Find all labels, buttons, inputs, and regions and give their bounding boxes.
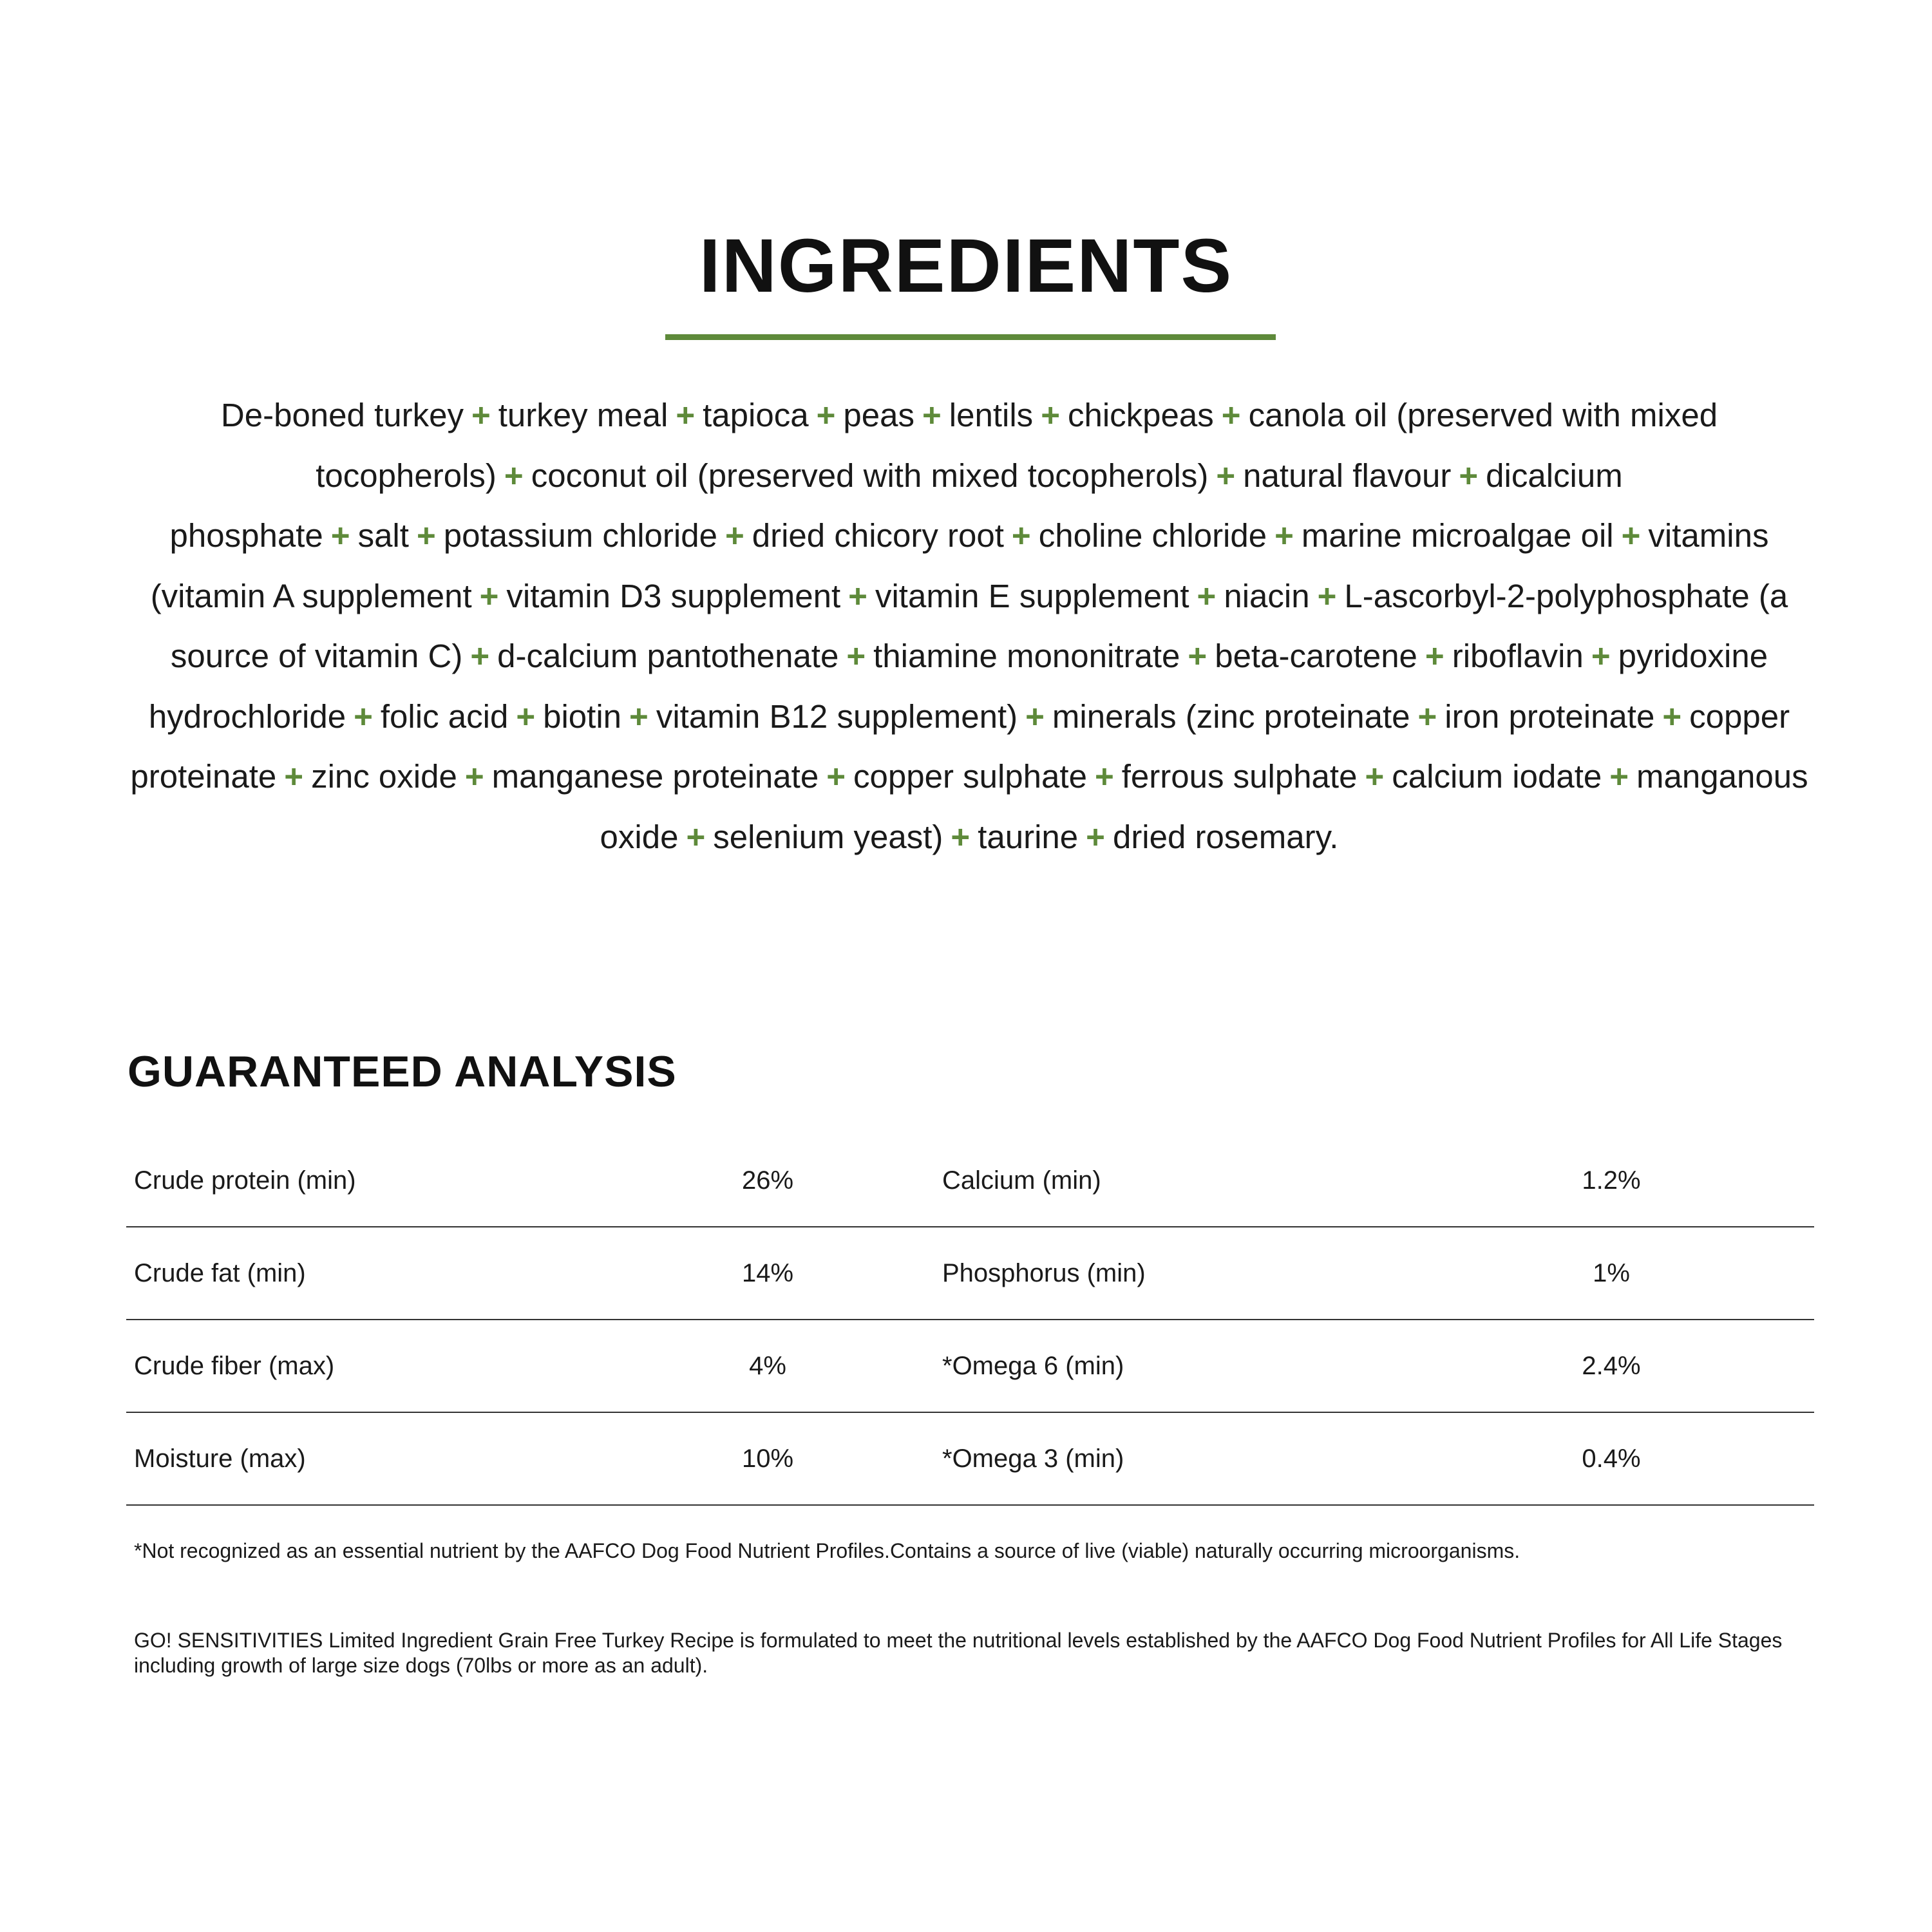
plus-separator: +	[1197, 577, 1217, 614]
ingredient-item: potassium chloride	[443, 517, 717, 554]
plus-separator: +	[922, 397, 942, 433]
ingredient-item: choline chloride	[1038, 517, 1267, 554]
plus-separator: +	[516, 697, 536, 735]
nutrient-label: Phosphorus (min)	[942, 1259, 1146, 1287]
ingredient-item: vitamins (vitamin A supplement	[150, 517, 1769, 614]
nutrient-label: *Omega 3 (min)	[942, 1444, 1124, 1473]
ingredient-item: dried rosemary.	[1112, 818, 1339, 855]
ingredient-item: d-calcium pantothenate	[497, 638, 839, 674]
ingredient-item: biotin	[543, 697, 622, 735]
ingredient-item: niacin	[1224, 577, 1310, 614]
plus-separator: +	[1025, 697, 1045, 735]
nutrient-label: Crude fiber (max)	[134, 1352, 335, 1380]
plus-separator: +	[284, 758, 304, 795]
ingredient-item: taurine	[978, 818, 1079, 855]
plus-separator: +	[1274, 517, 1294, 554]
plus-separator: +	[354, 697, 373, 735]
aafco-statement: GO! SENSITIVITIES Limited Ingredient Grain Free Turkey Recipe is formulated to meet the nutritional levels established by the AAFCO Dog Food Nutrient Profiles for All Life Stages including growth of large size dogs (70lbs or more as an adult).	[134, 1629, 1783, 1677]
plus-separator: +	[1216, 457, 1236, 494]
plus-separator: +	[1188, 638, 1208, 674]
ingredient-item: De-boned turkey	[220, 397, 464, 433]
ingredient-item: selenium yeast)	[713, 818, 943, 855]
analysis-table	[126, 1135, 1814, 1506]
plus-separator: +	[1221, 397, 1241, 433]
ingredient-item: vitamin B12 supplement)	[656, 697, 1018, 735]
plus-separator: +	[686, 818, 706, 855]
nutrient-label: Calcium (min)	[942, 1166, 1101, 1195]
ingredient-item: vitamin D3 supplement	[506, 577, 841, 614]
ingredient-item: lentils	[949, 397, 1034, 433]
ingredient-item: canola oil (preserved with mixed tocopherols)	[316, 397, 1718, 494]
nutrient-value: 14%	[741, 1259, 794, 1287]
plus-separator: +	[330, 517, 350, 554]
plus-separator: +	[1086, 818, 1105, 855]
ingredient-item: dried chicory root	[752, 517, 1004, 554]
ingredient-item: peas	[843, 397, 914, 433]
plus-separator: +	[1365, 758, 1385, 795]
nutrient-label: Crude fat (min)	[134, 1259, 306, 1287]
ingredients-title: INGREDIENTS	[699, 223, 1233, 308]
plus-separator: +	[1425, 638, 1444, 674]
plus-separator: +	[416, 517, 436, 554]
ingredient-item: dicalcium phosphate	[169, 457, 1623, 554]
nutrient-value: 4%	[749, 1352, 786, 1380]
ingredient-item: thiamine mononitrate	[873, 638, 1180, 674]
plus-separator: +	[1011, 517, 1031, 554]
ingredient-item: riboflavin	[1452, 638, 1584, 674]
plus-separator: +	[816, 397, 836, 433]
plus-separator: +	[676, 397, 696, 433]
ingredient-item: pyridoxine hydrochloride	[148, 638, 1768, 735]
plus-separator: +	[826, 758, 846, 795]
table-row	[126, 1320, 1814, 1413]
plus-separator: +	[1317, 577, 1337, 614]
plus-separator: +	[1621, 517, 1641, 554]
ingredient-item: coconut oil (preserved with mixed tocopherols)	[531, 457, 1209, 494]
ingredient-item: L-ascorbyl-2-polyphosphate (a source of vitamin C)	[170, 577, 1788, 674]
nutrient-value: 10%	[741, 1444, 794, 1473]
ingredient-item: manganous oxide	[600, 758, 1808, 855]
plus-separator: +	[1609, 758, 1629, 795]
plus-separator: +	[470, 638, 490, 674]
ingredient-item: manganese proteinate	[491, 758, 819, 795]
nutrient-value: 1%	[1593, 1259, 1630, 1287]
ingredient-item: beta-carotene	[1215, 638, 1417, 674]
plus-separator: +	[951, 818, 971, 855]
ingredient-item: salt	[357, 517, 409, 554]
plus-separator: +	[1591, 638, 1611, 674]
ingredient-item: folic acid	[380, 697, 509, 735]
nutrient-value: 2.4%	[1582, 1352, 1641, 1380]
ingredient-item: copper proteinate	[130, 697, 1790, 795]
nutrient-label: Moisture (max)	[134, 1444, 306, 1473]
ingredient-item: marine microalgae oil	[1301, 517, 1614, 554]
ingredient-item: calcium iodate	[1392, 758, 1602, 795]
table-row	[126, 1413, 1814, 1506]
table-row	[126, 1227, 1814, 1320]
nutrient-label: *Omega 6 (min)	[942, 1352, 1124, 1380]
ingredient-item: ferrous sulphate	[1121, 758, 1358, 795]
guaranteed-analysis-title: GUARANTEED ANALYSIS	[128, 1047, 677, 1096]
ingredient-item: copper sulphate	[853, 758, 1087, 795]
ingredient-item: natural flavour	[1243, 457, 1452, 494]
plus-separator: +	[724, 517, 744, 554]
plus-separator: +	[1662, 697, 1682, 735]
plus-separator: +	[846, 638, 866, 674]
ingredient-item: zinc oxide	[311, 758, 457, 795]
plus-separator: +	[1094, 758, 1114, 795]
ingredient-item: chickpeas	[1067, 397, 1214, 433]
plus-separator: +	[464, 758, 484, 795]
plus-separator: +	[504, 457, 524, 494]
nutrient-value: 1.2%	[1582, 1166, 1641, 1195]
nutrient-value: 0.4%	[1582, 1444, 1641, 1473]
nutrient-value: 26%	[741, 1166, 794, 1195]
plus-separator: +	[1459, 457, 1479, 494]
plus-separator: +	[848, 577, 867, 614]
plus-separator: +	[629, 697, 649, 735]
ingredient-item: turkey meal	[498, 397, 668, 433]
plus-separator: +	[479, 577, 499, 614]
ingredient-item: vitamin E supplement	[875, 577, 1189, 614]
table-row	[126, 1135, 1814, 1227]
footnote: *Not recognized as an essential nutrient by the AAFCO Dog Food Nutrient Profiles.Contains a source of live (viable) naturally occurring microorganisms.	[134, 1539, 1520, 1562]
plus-separator: +	[471, 397, 491, 433]
title-underline	[665, 334, 1276, 340]
plus-separator: +	[1417, 697, 1437, 735]
ingredient-item: iron proteinate	[1444, 697, 1655, 735]
ingredient-item: tapioca	[703, 397, 809, 433]
nutrient-label: Crude protein (min)	[134, 1166, 356, 1195]
ingredient-item: minerals (zinc proteinate	[1052, 697, 1410, 735]
ingredients-list	[122, 385, 1816, 867]
plus-separator: +	[1041, 397, 1060, 433]
